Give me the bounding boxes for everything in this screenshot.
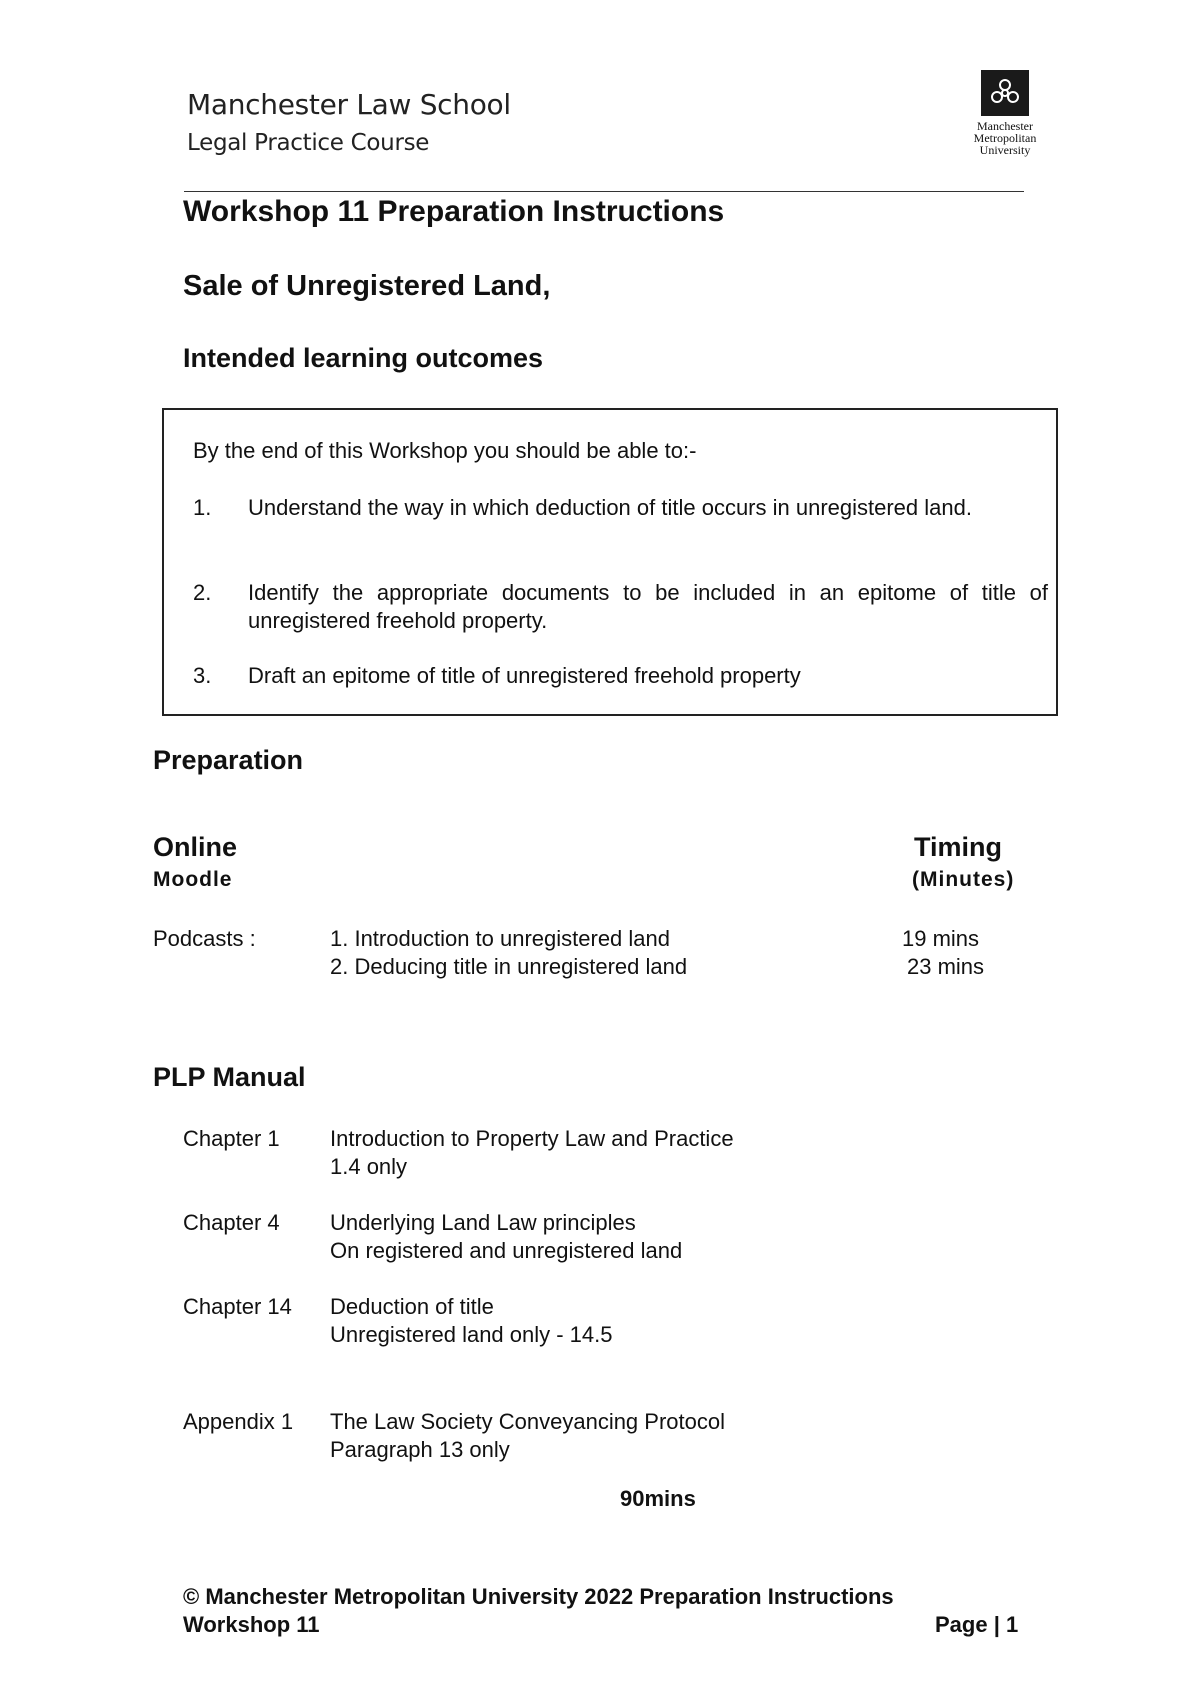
podcast-time-2: 23 mins — [907, 954, 985, 979]
total-time: 90mins — [620, 1486, 696, 1511]
plp-entry-line: On registered and unregistered land — [330, 1238, 683, 1263]
logo-line-1: Manchester — [977, 119, 1033, 133]
plp-entry-line: Deduction of title — [330, 1294, 494, 1319]
plp-entry-line: The Law Society Conveyancing Protocol — [330, 1409, 725, 1434]
ilo-item-2 — [193, 579, 1048, 635]
ilo-item-number: 2. — [193, 580, 212, 605]
ilo-item-text: Draft an epitome of title of unregistered freehold property — [248, 663, 801, 688]
ilo-item-number: 3. — [193, 663, 212, 688]
page-title: Workshop 11 Preparation Instructions — [183, 195, 725, 228]
podcast-time-1: 19 mins — [902, 926, 980, 951]
plp-entry-line: 1.4 only — [330, 1154, 408, 1179]
footer-copyright: © Manchester Metropolitan University 2022 Preparation Instructions — [183, 1584, 894, 1609]
podcast-title-2: 2. Deducing title in unregistered land — [330, 954, 688, 979]
moodle-label: Moodle — [153, 868, 233, 891]
ilo-item-text: Identify the appropriate documents to be included in an epitome of title of unregistered freehold property. — [248, 580, 1048, 633]
ilo-item-3 — [193, 662, 1048, 690]
logo-line-3: University — [979, 143, 1031, 157]
podcast-title-1: 1. Introduction to unregistered land — [330, 926, 671, 951]
minutes-label: (Minutes) — [912, 868, 1015, 891]
logo-line-2: Metropolitan — [973, 131, 1037, 145]
ilo-intro: By the end of this Workshop you should be able to:- — [193, 438, 697, 463]
plp-entry-line: Paragraph 13 only — [330, 1437, 510, 1462]
plp-entry-label: Chapter 4 — [183, 1210, 280, 1235]
plp-entry-label: Appendix 1 — [183, 1409, 294, 1434]
ilo-item-text: Understand the way in which deduction of title occurs in unregistered land. — [248, 495, 972, 520]
plp-entry-line: Underlying Land Law principles — [330, 1210, 636, 1235]
plp-entry-line: Unregistered land only - 14.5 — [330, 1322, 613, 1347]
online-heading: Online — [153, 832, 238, 862]
plp-manual-heading: PLP Manual — [153, 1062, 306, 1092]
logo-emblem-icon — [981, 70, 1029, 116]
ilo-item-number: 1. — [193, 495, 212, 520]
school-name: Manchester Law School — [187, 88, 511, 121]
plp-entry-label: Chapter 1 — [183, 1126, 280, 1151]
university-logo — [950, 70, 1060, 156]
plp-entry-line: Introduction to Property Law and Practice — [330, 1126, 734, 1151]
header-divider — [184, 191, 1024, 192]
ilo-heading: Intended learning outcomes — [183, 343, 544, 373]
ilo-item-1 — [193, 494, 1048, 522]
footer-page-number: Page | 1 — [935, 1612, 1019, 1637]
timing-heading: Timing — [914, 832, 1003, 862]
course-name: Legal Practice Course — [187, 130, 430, 156]
plp-entry-label: Chapter 14 — [183, 1294, 292, 1319]
page-subtitle: Sale of Unregistered Land, — [183, 270, 551, 302]
podcasts-label: Podcasts : — [153, 926, 256, 951]
footer-workshop: Workshop 11 — [183, 1612, 320, 1637]
preparation-heading: Preparation — [153, 745, 304, 775]
